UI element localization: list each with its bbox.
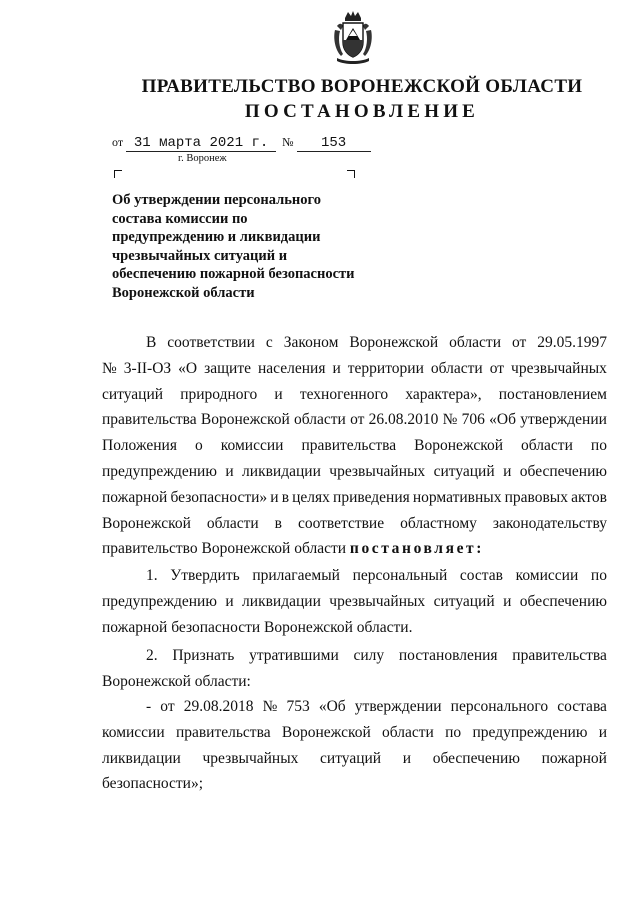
word: от xyxy=(160,698,175,715)
word: обеспечению xyxy=(519,462,607,480)
word: по xyxy=(445,723,462,741)
document-type-title: ПОСТАНОВЛЕНИЕ xyxy=(244,101,480,122)
word: правительства xyxy=(102,411,197,429)
text-line xyxy=(102,643,607,669)
word: по xyxy=(590,437,607,455)
text-fragment: правительство Воронежской области xyxy=(102,540,347,558)
word: и xyxy=(402,749,412,767)
word: утверждении xyxy=(520,411,607,429)
city-label: г. Воронеж xyxy=(178,153,227,164)
word: области xyxy=(449,334,501,351)
word: чрезвычайных xyxy=(329,462,426,480)
word: актов xyxy=(571,488,607,506)
document-subject xyxy=(112,191,412,302)
word: В xyxy=(146,334,157,351)
word: по xyxy=(590,567,607,584)
word: комиссии xyxy=(220,437,284,455)
word: 29.05.1997 xyxy=(537,334,607,351)
word: правовых xyxy=(504,488,568,506)
word: законодательству xyxy=(492,514,607,532)
word: ликвидации xyxy=(242,592,321,610)
word: и xyxy=(225,462,234,480)
word: Воронежской xyxy=(414,437,504,455)
word: ситуаций xyxy=(433,592,495,610)
word: области xyxy=(430,359,483,377)
repealed-act-item xyxy=(102,694,607,797)
word: правительства xyxy=(512,647,607,664)
decree-word: постановляет: xyxy=(349,540,485,558)
subject-bracket-left xyxy=(114,170,122,178)
word: Признать xyxy=(172,647,235,664)
word: от xyxy=(511,334,527,351)
word: и xyxy=(270,488,279,506)
word: защите xyxy=(204,359,251,377)
word: от xyxy=(489,359,505,377)
subject-line: обеспечению пожарной безопасности xyxy=(112,266,355,282)
word: - xyxy=(146,698,152,715)
text-line xyxy=(102,563,607,589)
number-prefix: № xyxy=(282,135,294,149)
word: характера», xyxy=(405,385,482,403)
word: персональный xyxy=(352,567,448,584)
word: персонального xyxy=(450,698,549,715)
government-title: ПРАВИТЕЛЬСТВО ВОРОНЕЖСКОЙ ОБЛАСТИ xyxy=(141,76,583,97)
text-line xyxy=(102,746,607,772)
subject-bracket-right xyxy=(347,170,355,178)
subject-line: предупреждению и ликвидации xyxy=(112,229,321,245)
word: ситуаций xyxy=(320,749,382,767)
text-line xyxy=(102,511,607,537)
word: 1. xyxy=(146,567,158,584)
word: чрезвычайных xyxy=(202,749,299,767)
word: 29.08.2018 xyxy=(183,698,254,715)
word: правительства xyxy=(301,437,397,455)
word: природного xyxy=(180,385,258,403)
word: области xyxy=(521,437,573,455)
word: № xyxy=(262,698,278,715)
word: целях xyxy=(292,488,330,506)
word: правительства xyxy=(175,723,271,741)
word: № xyxy=(442,411,458,429)
word: с xyxy=(265,334,273,351)
word: предупреждению xyxy=(102,592,217,610)
word: и xyxy=(332,359,341,377)
word: соответствие xyxy=(297,514,385,532)
item-1-paragraph xyxy=(102,563,607,640)
word: области xyxy=(294,411,346,429)
word: утверждении xyxy=(354,698,442,715)
word: пожарной xyxy=(102,488,168,506)
word: «Об xyxy=(318,698,346,715)
word: в xyxy=(274,514,282,532)
text-line: безопасности»; xyxy=(102,775,204,793)
word: силу xyxy=(353,647,385,664)
word: ликвидации xyxy=(242,462,321,480)
word: области xyxy=(382,723,434,741)
text-line xyxy=(102,485,607,511)
word: и xyxy=(274,385,283,403)
text-line xyxy=(102,407,607,433)
word: и xyxy=(598,723,607,741)
text-line xyxy=(102,459,607,485)
date-prefix: от xyxy=(112,135,124,149)
word: в xyxy=(281,488,290,506)
subject-line: Об утверждении персонального xyxy=(112,192,321,208)
word: территории xyxy=(347,359,424,377)
word: пожарной xyxy=(541,749,607,767)
word: 3-II-ОЗ xyxy=(123,359,172,377)
word: соответствии xyxy=(167,334,255,351)
word: чрезвычайных xyxy=(329,592,426,610)
word: областному xyxy=(400,514,477,532)
coat-of-arms-emblem xyxy=(331,10,375,66)
word: 26.08.2010 xyxy=(368,411,439,429)
word: № xyxy=(102,359,117,377)
word: и xyxy=(503,592,512,610)
word: безопасности» xyxy=(170,488,268,506)
word: утратившими xyxy=(249,647,339,664)
word: постановлением xyxy=(498,385,607,403)
text-line: пожарной безопасности Воронежской области. xyxy=(102,618,413,636)
text-line: Воронежской области: xyxy=(102,672,251,690)
date-number-line xyxy=(112,135,371,152)
word: и xyxy=(503,462,512,480)
word: Утвердить xyxy=(170,567,240,584)
word: прилагаемый xyxy=(252,567,340,584)
word: Законом xyxy=(283,334,339,351)
preamble-paragraph xyxy=(102,330,607,562)
subject-line: Воронежской области xyxy=(112,284,255,301)
word: ситуаций xyxy=(433,462,495,480)
word: состав xyxy=(459,567,503,584)
number-value: 153 xyxy=(297,136,371,152)
subject-line: чрезвычайных ситуаций и xyxy=(112,247,288,264)
word: 706 xyxy=(461,411,485,429)
word: приведения xyxy=(333,488,410,506)
text-line xyxy=(102,356,607,382)
text-line xyxy=(102,433,607,459)
word: 2. xyxy=(146,647,158,664)
word: и xyxy=(225,592,234,610)
word: Воронежской xyxy=(281,723,371,741)
subject-line: состава комиссии по xyxy=(112,210,248,227)
word: чрезвычайных xyxy=(511,359,607,377)
word: техногенного xyxy=(299,385,389,403)
word: ликвидации xyxy=(102,749,181,767)
word: обеспечению xyxy=(432,749,520,767)
word: населения xyxy=(258,359,326,377)
word: ситуаций xyxy=(102,385,164,403)
word: Воронежской xyxy=(102,514,191,532)
date-value: 31 марта 2021 г. xyxy=(126,136,276,152)
text-line xyxy=(102,536,607,562)
word: комиссии xyxy=(102,723,165,741)
text-line xyxy=(102,382,607,408)
text-line xyxy=(102,720,607,746)
word: о xyxy=(194,437,203,455)
word: «Об xyxy=(489,411,516,429)
item-2-paragraph xyxy=(102,643,607,695)
word: предупреждению xyxy=(102,462,217,480)
word: обеспечению xyxy=(519,592,607,610)
word: Положения xyxy=(102,437,177,455)
word: нормативных xyxy=(412,488,502,506)
word: 753 xyxy=(286,698,310,715)
word: от xyxy=(350,411,365,429)
word: Воронежской xyxy=(349,334,439,351)
word: области xyxy=(206,514,259,532)
word: Воронежской xyxy=(200,411,290,429)
word: постановления xyxy=(398,647,498,664)
word: предупреждению xyxy=(472,723,588,741)
word: «О xyxy=(178,359,198,377)
text-line xyxy=(102,589,607,615)
text-line xyxy=(102,694,607,720)
text-line xyxy=(102,330,607,356)
word: состава xyxy=(557,698,607,715)
word: комиссии xyxy=(515,567,579,584)
